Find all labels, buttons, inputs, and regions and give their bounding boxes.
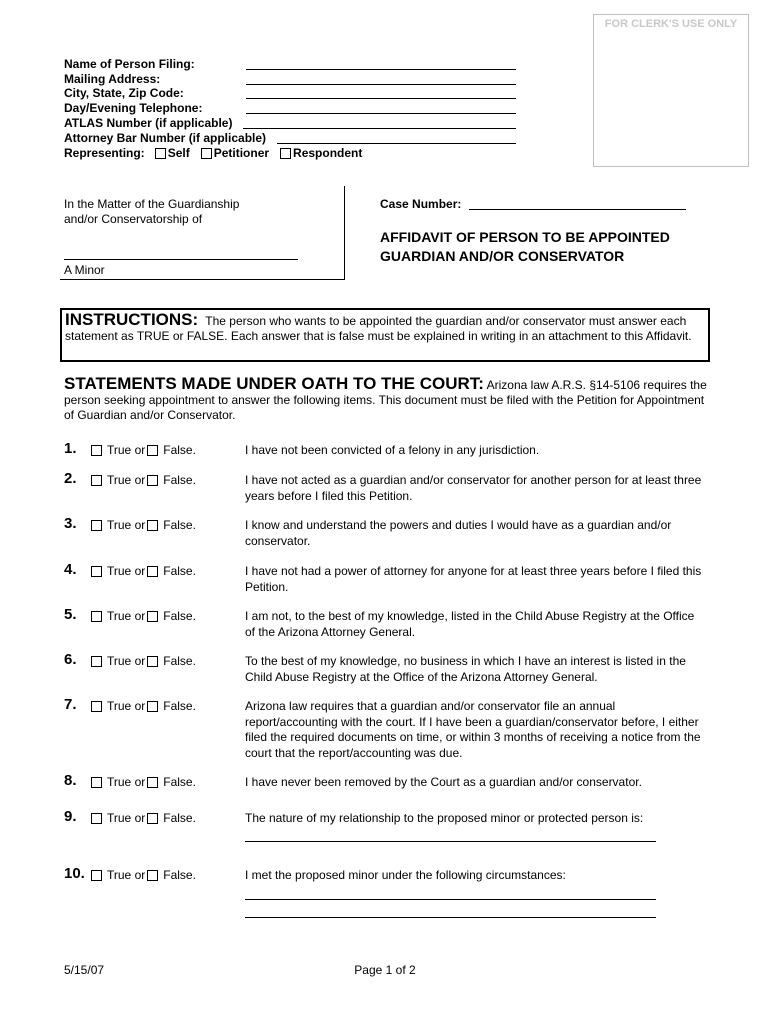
- true-label: True or: [107, 775, 146, 789]
- document-title-line-2: GUARDIAN AND/OR CONSERVATOR: [380, 248, 625, 264]
- true-false-choice: [91, 654, 196, 668]
- atlas-number-field[interactable]: [243, 128, 516, 129]
- true-checkbox[interactable]: [91, 520, 102, 531]
- mailing-address-field[interactable]: [246, 84, 516, 85]
- item-number: 2.: [64, 470, 77, 487]
- item-text: I am not, to the best of my knowledge, listed in the Child Abuse Registry at the Office of the Arizona Attorney General.: [245, 609, 695, 639]
- item-text: I have not been convicted of a felony in any jurisdiction.: [245, 443, 540, 457]
- item-number: 10.: [64, 865, 85, 882]
- true-false-choice: [91, 609, 196, 623]
- instructions-text: The person who wants to be appointed the guardian and/or conservator must answer each statement as TRUE or FALSE. Each answer that is false must be explained in writing in an attachment to this Affidavit.: [65, 314, 692, 343]
- false-checkbox[interactable]: [147, 611, 158, 622]
- false-checkbox[interactable]: [147, 813, 158, 824]
- false-checkbox[interactable]: [147, 520, 158, 531]
- item-number: 4.: [64, 561, 77, 578]
- name-field[interactable]: [246, 69, 516, 70]
- item-number: 8.: [64, 772, 77, 789]
- item-number: 3.: [64, 515, 77, 532]
- city-state-zip-field[interactable]: [246, 98, 516, 99]
- relationship-answer-field[interactable]: [245, 841, 656, 842]
- true-label: True or: [107, 699, 146, 713]
- item-text: To the best of my knowledge, no business in which I have an interest is listed in the Child Abuse Registry at the Office of the Arizona Attorney General.: [245, 654, 686, 684]
- true-label: True or: [107, 518, 146, 532]
- statements-title: STATEMENTS MADE UNDER OATH TO THE COURT: [64, 374, 479, 393]
- true-checkbox[interactable]: [91, 475, 102, 486]
- false-label: False.: [163, 473, 196, 487]
- case-number-field[interactable]: [469, 209, 686, 210]
- matter-line-2: and/or Conservatorship of: [64, 212, 203, 226]
- matter-line-1: In the Matter of the Guardianship: [64, 197, 240, 211]
- true-false-choice: [91, 699, 196, 713]
- true-label: True or: [107, 654, 146, 668]
- true-checkbox[interactable]: [91, 777, 102, 788]
- clerk-use-label: FOR CLERK'S USE ONLY: [604, 18, 738, 30]
- false-checkbox[interactable]: [147, 656, 158, 667]
- false-label: False.: [163, 811, 196, 825]
- option-self: [155, 146, 190, 160]
- item-number: 9.: [64, 808, 77, 825]
- option-self-label: Self: [167, 146, 190, 160]
- city-state-zip-label: City, State, Zip Code:: [64, 86, 184, 100]
- instructions-box: [60, 308, 710, 362]
- true-checkbox[interactable]: [91, 870, 102, 881]
- telephone-label: Day/Evening Telephone:: [64, 101, 203, 115]
- mailing-address-label: Mailing Address:: [64, 72, 161, 86]
- item-text: I have never been removed by the Court as a guardian and/or conservator.: [245, 775, 642, 789]
- false-checkbox[interactable]: [147, 870, 158, 881]
- false-label: False.: [163, 443, 196, 457]
- false-label: False.: [163, 609, 196, 623]
- item-text: I have not acted as a guardian and/or conservator for another person for at least three years before I filed this Petition.: [245, 473, 702, 503]
- atlas-number-label: ATLAS Number (if applicable): [64, 116, 233, 130]
- true-false-choice: [91, 564, 196, 578]
- minor-name-field[interactable]: [64, 259, 298, 260]
- true-label: True or: [107, 473, 146, 487]
- caption-bottom-rule: [60, 279, 345, 280]
- item-number: 6.: [64, 651, 77, 668]
- instructions-title: INSTRUCTIONS:: [65, 310, 199, 329]
- statements-heading: [64, 376, 714, 423]
- item-text: I met the proposed minor under the following circumstances:: [245, 868, 566, 882]
- option-respondent: [280, 146, 362, 160]
- true-label: True or: [107, 868, 146, 882]
- false-label: False.: [163, 775, 196, 789]
- true-checkbox[interactable]: [91, 656, 102, 667]
- document-title-line-1: AFFIDAVIT OF PERSON TO BE APPOINTED: [380, 229, 670, 245]
- true-false-choice: [91, 868, 196, 882]
- false-label: False.: [163, 699, 196, 713]
- bar-number-field[interactable]: [277, 143, 516, 144]
- true-checkbox[interactable]: [91, 566, 102, 577]
- item-number: 7.: [64, 696, 77, 713]
- false-checkbox[interactable]: [147, 777, 158, 788]
- option-petitioner: [201, 146, 269, 160]
- true-false-choice: [91, 473, 196, 487]
- true-checkbox[interactable]: [91, 813, 102, 824]
- item-text: Arizona law requires that a guardian and/or conservator file an annual report/accounting with the court. If I have been a guardian/conservator before, I either filed the required documents on time, or within 3 months of receiving a notice from the court that the report/accounting was due.: [245, 699, 701, 760]
- true-checkbox[interactable]: [91, 701, 102, 712]
- representing-label: Representing:: [64, 146, 145, 160]
- statements-colon: :: [478, 374, 484, 393]
- true-checkbox[interactable]: [91, 445, 102, 456]
- true-checkbox[interactable]: [91, 611, 102, 622]
- false-label: False.: [163, 868, 196, 882]
- true-false-choice: [91, 811, 196, 825]
- name-label: Name of Person Filing:: [64, 57, 195, 71]
- true-label: True or: [107, 564, 146, 578]
- document-title: [380, 228, 710, 266]
- representing-row: [64, 146, 373, 160]
- minor-label: A Minor: [64, 263, 105, 277]
- true-false-choice: [91, 518, 196, 532]
- true-label: True or: [107, 609, 146, 623]
- true-label: True or: [107, 811, 146, 825]
- true-false-choice: [91, 443, 196, 457]
- true-label: True or: [107, 443, 146, 457]
- item-number: 5.: [64, 606, 77, 623]
- statements-law: Arizona law A.R.S. §14-5106: [486, 378, 641, 392]
- false-checkbox[interactable]: [147, 566, 158, 577]
- option-petitioner-label: Petitioner: [213, 146, 270, 160]
- item-text: I have not had a power of attorney for anyone for at least three years before I filed this Petition.: [245, 564, 702, 594]
- circumstances-answer-field-2[interactable]: [245, 917, 656, 918]
- true-false-choice: [91, 775, 196, 789]
- clerk-use-box: [593, 14, 749, 167]
- false-label: False.: [163, 518, 196, 532]
- item-text: The nature of my relationship to the proposed minor or protected person is:: [245, 811, 644, 825]
- false-label: False.: [163, 564, 196, 578]
- item-number: 1.: [64, 440, 77, 457]
- statements-text: requires the person seeking appointment to answer the following items. This document must be filed with the Petition for Appointment of Guardian and/or Conservator.: [64, 378, 707, 422]
- false-checkbox[interactable]: [147, 701, 158, 712]
- false-label: False.: [163, 654, 196, 668]
- self-checkbox[interactable]: [155, 148, 166, 159]
- caption-divider: [344, 186, 345, 279]
- form-date: 5/15/07: [64, 963, 105, 977]
- respondent-checkbox[interactable]: [280, 148, 291, 159]
- circumstances-answer-field-1[interactable]: [245, 899, 656, 900]
- petitioner-checkbox[interactable]: [201, 148, 212, 159]
- false-checkbox[interactable]: [147, 445, 158, 456]
- item-text: I know and understand the powers and duties I would have as a guardian and/or conservator.: [245, 518, 672, 548]
- bar-number-label: Attorney Bar Number (if applicable): [64, 131, 267, 145]
- telephone-field[interactable]: [246, 113, 516, 114]
- page-number: Page 1 of 2: [354, 963, 416, 977]
- case-number-label: Case Number:: [380, 197, 462, 211]
- option-respondent-label: Respondent: [293, 146, 363, 160]
- false-checkbox[interactable]: [147, 475, 158, 486]
